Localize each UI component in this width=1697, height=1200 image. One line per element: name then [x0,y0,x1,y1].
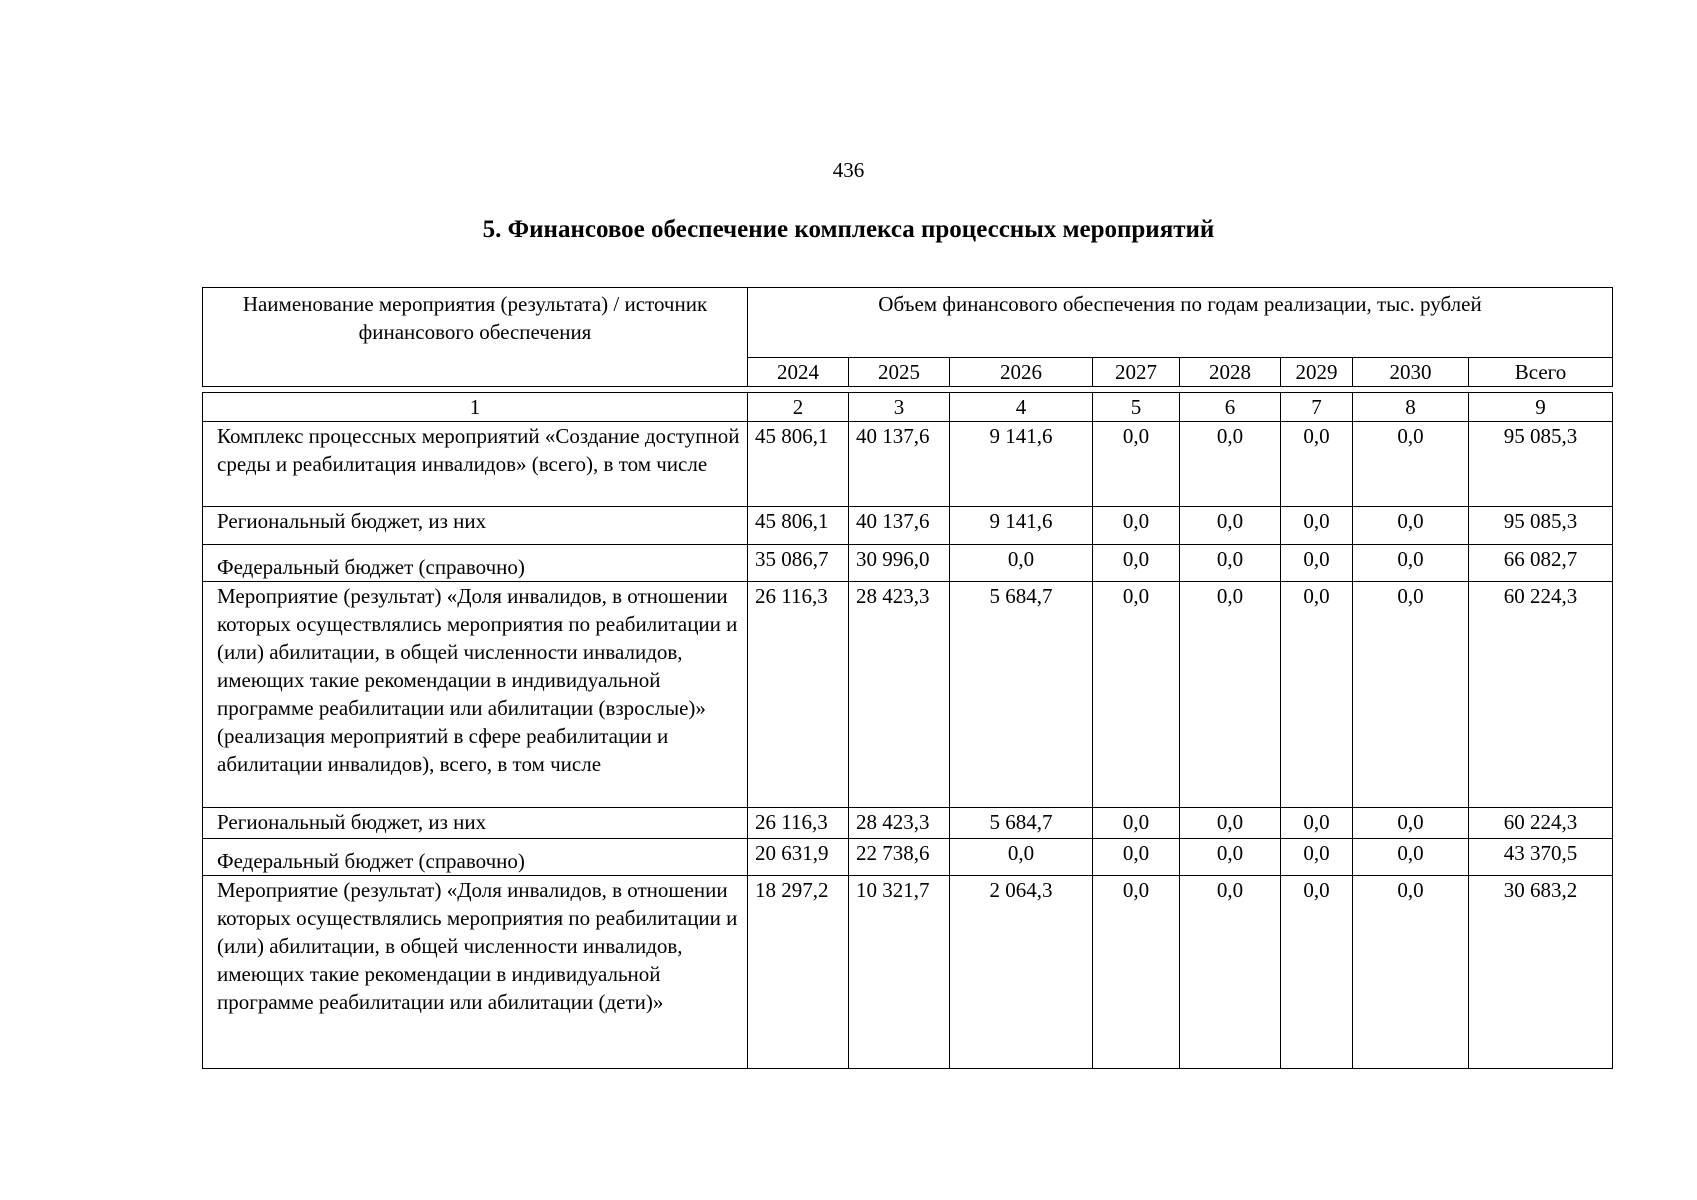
header-year: 2028 [1180,358,1281,387]
value-cell: 40 137,6 [849,507,950,545]
table-row [203,839,1613,876]
value-cell: 0,0 [1353,422,1469,507]
value-cell-total: 66 082,7 [1469,545,1613,582]
value-cell: 5 684,7 [950,582,1093,808]
row-label: Мероприятие (результат) «Доля инвалидов, в отношении которых осуществлялись мероприятия по реабилитации и (или) абилитации, в общей численности инвалидов, имеющих такие рекомендации в индивидуальной программе реабилитации или абилитации (взрослые)» (реализация мероприятий в сфере реабилитации и абилитации инвалидов), всего, в том числе [203,582,748,808]
value-cell: 0,0 [1093,545,1180,582]
value-cell: 0,0 [1093,507,1180,545]
row-label: Мероприятие (результат) «Доля инвалидов, в отношении которых осуществлялись мероприятия по реабилитации и (или) абилитации, в общей численности инвалидов, имеющих такие рекомендации в индивидуальной программе реабилитации или абилитации (дети)» [203,876,748,1069]
value-cell: 40 137,6 [849,422,950,507]
value-cell-total: 95 085,3 [1469,507,1613,545]
value-cell: 0,0 [950,839,1093,876]
value-cell: 28 423,3 [849,582,950,808]
header-year: 2027 [1093,358,1180,387]
value-cell: 0,0 [1180,839,1281,876]
value-cell: 0,0 [1281,808,1353,839]
table-row [203,808,1613,839]
column-number: 1 [203,393,748,422]
header-name-column: Наименование мероприятия (результата) / источник финансового обеспечения [203,288,748,387]
table-row [203,582,1613,808]
value-cell: 0,0 [1281,839,1353,876]
column-number: 9 [1469,393,1613,422]
table-header [202,287,1613,387]
page-number: 436 [832,158,865,182]
column-number: 6 [1180,393,1281,422]
value-cell: 0,0 [1281,422,1353,507]
row-label: Федеральный бюджет (справочно) [203,545,748,582]
value-cell: 28 423,3 [849,808,950,839]
column-number: 7 [1281,393,1353,422]
value-cell: 9 141,6 [950,422,1093,507]
value-cell: 9 141,6 [950,507,1093,545]
value-cell: 10 321,7 [849,876,950,1069]
value-cell: 0,0 [1353,545,1469,582]
value-cell: 0,0 [1281,545,1353,582]
table-row [203,876,1613,1069]
value-cell: 0,0 [1353,808,1469,839]
value-cell: 0,0 [1180,507,1281,545]
value-cell: 0,0 [1281,507,1353,545]
value-cell: 0,0 [1353,876,1469,1069]
value-cell-total: 43 370,5 [1469,839,1613,876]
value-cell: 0,0 [1353,582,1469,808]
value-cell: 0,0 [1180,582,1281,808]
header-year: 2024 [748,358,849,387]
value-cell: 30 996,0 [849,545,950,582]
header-year: 2030 [1353,358,1469,387]
column-number-row [203,393,1613,422]
value-cell-total: 95 085,3 [1469,422,1613,507]
value-cell: 0,0 [1281,876,1353,1069]
value-cell: 0,0 [1093,876,1180,1069]
value-cell: 0,0 [1281,582,1353,808]
value-cell-total: 60 224,3 [1469,582,1613,808]
header-year: 2025 [849,358,950,387]
row-label: Региональный бюджет, из них [203,507,748,545]
table-body [202,392,1613,1069]
value-cell: 0,0 [950,545,1093,582]
value-cell: 0,0 [1353,839,1469,876]
header-year: 2029 [1281,358,1353,387]
value-cell: 0,0 [1180,422,1281,507]
value-cell: 0,0 [1093,582,1180,808]
value-cell: 0,0 [1180,545,1281,582]
value-cell: 0,0 [1093,422,1180,507]
value-cell: 18 297,2 [748,876,849,1069]
value-cell: 0,0 [1180,876,1281,1069]
table-row [203,422,1613,507]
table-row [203,545,1613,582]
value-cell: 5 684,7 [950,808,1093,839]
column-number: 3 [849,393,950,422]
column-number: 4 [950,393,1093,422]
header-year: 2026 [950,358,1093,387]
value-cell: 26 116,3 [748,808,849,839]
column-number: 8 [1353,393,1469,422]
section-title: 5. Финансовое обеспечение комплекса процессных мероприятий [482,216,1215,243]
value-cell: 0,0 [1093,808,1180,839]
row-label: Комплекс процессных мероприятий «Создание доступной среды и реабилитация инвалидов» (всего), в том числе [203,422,748,507]
value-cell: 2 064,3 [950,876,1093,1069]
column-number: 5 [1093,393,1180,422]
value-cell-total: 30 683,2 [1469,876,1613,1069]
row-label: Федеральный бюджет (справочно) [203,839,748,876]
value-cell: 45 806,1 [748,422,849,507]
header-year-total: Всего [1469,358,1613,387]
table-row [203,507,1613,545]
value-cell: 35 086,7 [748,545,849,582]
value-cell: 22 738,6 [849,839,950,876]
value-cell: 0,0 [1180,808,1281,839]
row-label: Региональный бюджет, из них [203,808,748,839]
value-cell: 20 631,9 [748,839,849,876]
header-volume: Объем финансового обеспечения по годам реализации, тыс. рублей [748,288,1613,358]
value-cell-total: 60 224,3 [1469,808,1613,839]
column-number: 2 [748,393,849,422]
value-cell: 0,0 [1093,839,1180,876]
value-cell: 26 116,3 [748,582,849,808]
value-cell: 45 806,1 [748,507,849,545]
value-cell: 0,0 [1353,507,1469,545]
